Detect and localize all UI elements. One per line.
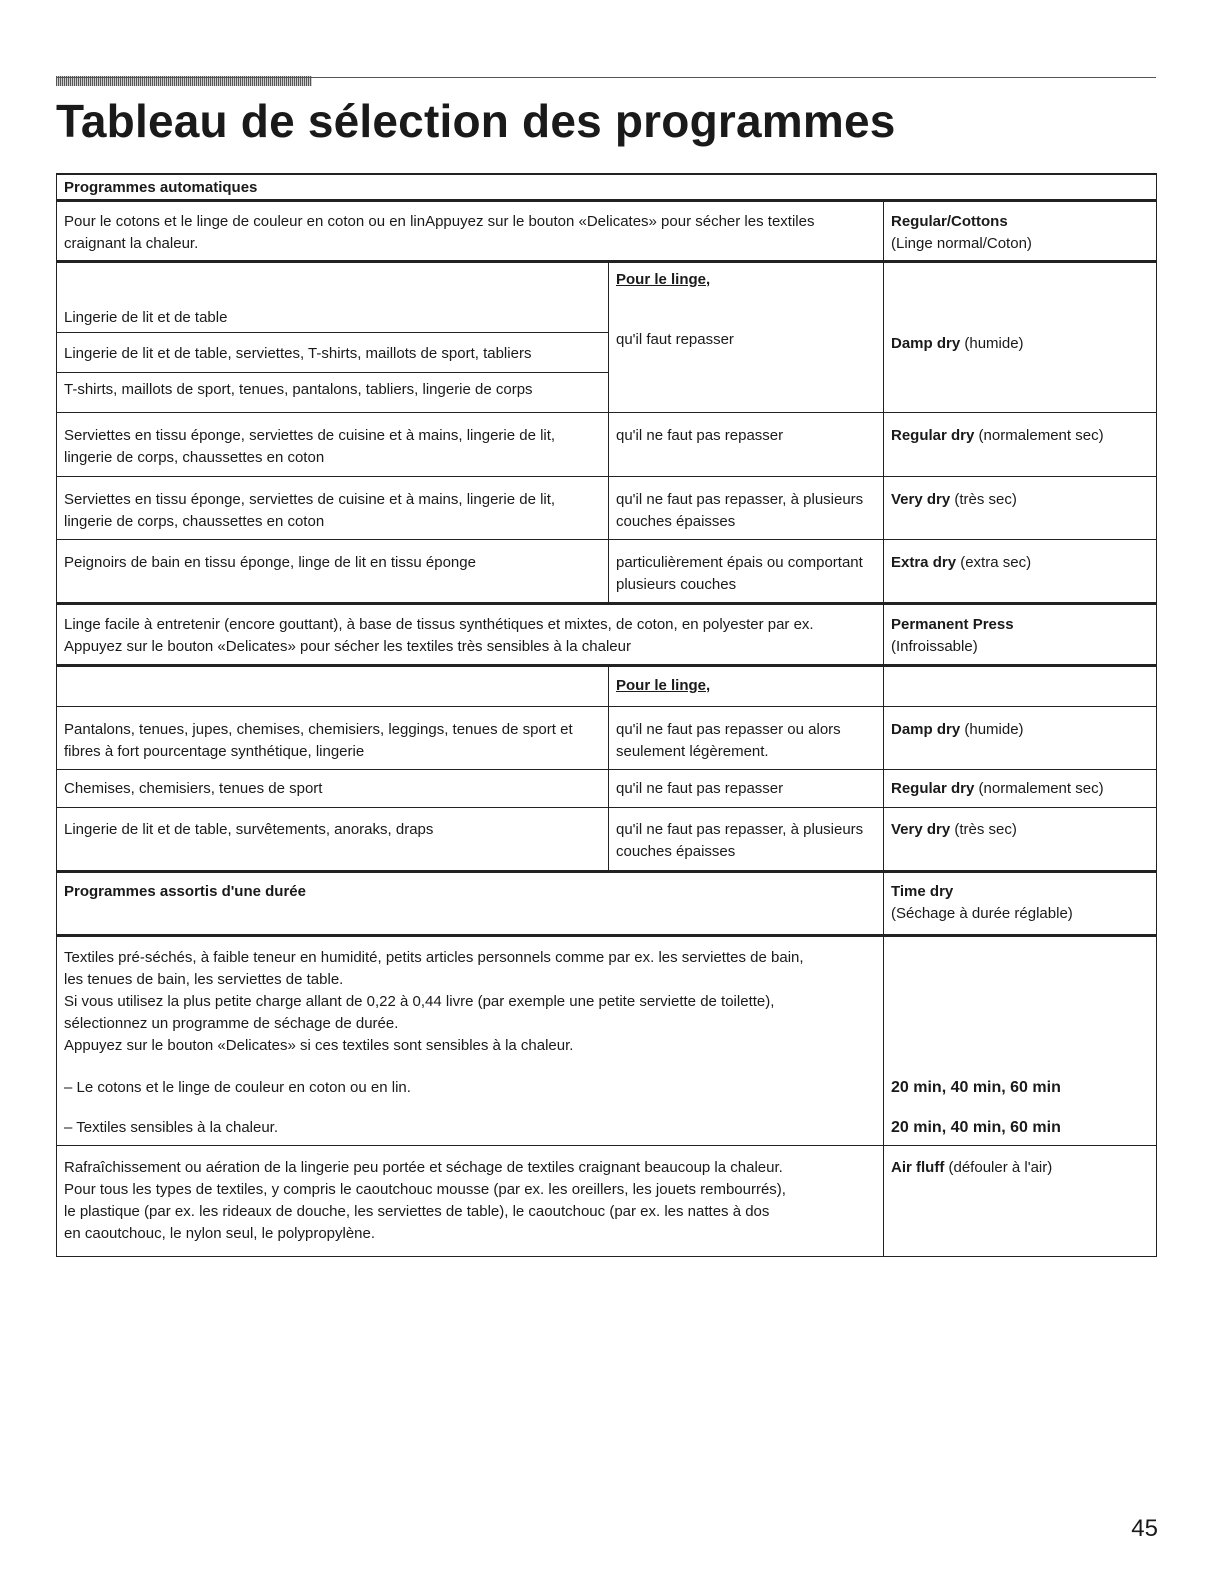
program-label: Regular dry bbox=[891, 427, 975, 444]
timed-title: Time dry bbox=[891, 883, 954, 900]
perm-desc-line: Linge facile à entretenir (encore gouttant), à base de tissus synthétiques et mixtes, de coton, en polyester par ex. bbox=[64, 616, 814, 633]
cotton-row bbox=[56, 202, 1157, 263]
timed-subtitle: (Séchage à durée réglable) bbox=[891, 905, 1073, 922]
paragraph-line: les tenues de bain, les serviettes de table. bbox=[64, 971, 344, 988]
program-note: (défouler à l'air) bbox=[948, 1159, 1053, 1176]
program-label: Air fluff bbox=[891, 1159, 945, 1176]
page-title: Tableau de sélection des programmes bbox=[56, 95, 896, 147]
auto-header bbox=[57, 175, 1156, 199]
timed-detail bbox=[57, 937, 883, 1145]
program-label: Very dry bbox=[891, 491, 951, 508]
paragraph-line: le plastique (par ex. les rideaux de douche, les serviettes de table), le caoutchouc (par ex. les nattes à dos bbox=[64, 1203, 770, 1220]
row-condition: qu'il ne faut pas repasser ou alors seulement légèrement. bbox=[608, 707, 883, 769]
auto-header-text: Programmes automatiques bbox=[64, 179, 258, 196]
timed-option-time: 20 min, 40 min, 60 min bbox=[891, 1119, 1061, 1136]
timed-option-time: 20 min, 40 min, 60 min bbox=[891, 1079, 1061, 1096]
air-program bbox=[883, 1146, 1158, 1256]
perm-damp-row bbox=[56, 707, 1157, 770]
program-note: (normalement sec) bbox=[978, 780, 1104, 797]
timed-header bbox=[57, 873, 883, 934]
row-program bbox=[883, 707, 1158, 769]
row-items: Peignoirs de bain en tissu éponge, linge de lit en tissu éponge bbox=[64, 554, 476, 571]
timed-header-text: Programmes assortis d'une durée bbox=[64, 883, 306, 900]
list-item: Lingerie de lit et de table, serviettes, T-shirts, maillots de sport, tabliers bbox=[57, 339, 608, 373]
list-item: Lingerie de lit et de table bbox=[57, 303, 608, 333]
row-program bbox=[883, 808, 1158, 870]
perm-pour-row bbox=[56, 667, 1157, 707]
list-item: T-shirts, maillots de sport, tenues, pantalons, tabliers, lingerie de corps bbox=[64, 381, 533, 398]
perm-very-row bbox=[56, 808, 1157, 873]
timed-paragraph bbox=[57, 943, 883, 1061]
header-rule bbox=[56, 77, 1156, 78]
program-note: (très sec) bbox=[954, 821, 1017, 838]
pour-le-linge-heading: Pour le linge, bbox=[616, 677, 711, 694]
empty-cell bbox=[57, 667, 608, 706]
row-condition: qu'il ne faut pas repasser bbox=[608, 413, 883, 476]
row-condition: qu'il ne faut pas repasser bbox=[608, 770, 883, 807]
perm-desc-line: Appuyez sur le bouton «Delicates» pour sécher les textiles très sensibles à la chaleur bbox=[64, 638, 631, 655]
timed-times bbox=[883, 937, 1158, 1145]
cotton-title: Regular/Cottons bbox=[891, 213, 1008, 230]
auto-damp-condition bbox=[608, 263, 883, 412]
row-items: Serviettes en tissu éponge, serviettes de cuisine et à mains, lingerie de lit, lingerie de corps, chaussettes en coton bbox=[64, 427, 556, 466]
condition-text: qu'il faut repasser bbox=[616, 331, 734, 348]
auto-damp-program bbox=[883, 263, 1158, 412]
timed-header-row bbox=[56, 873, 1157, 937]
perm-regular-row bbox=[56, 770, 1157, 808]
paragraph-line: Si vous utilisez la plus petite charge allant de 0,22 à 0,44 livre (par exemple une petite serviette de toilette), bbox=[64, 993, 775, 1010]
row-items: Lingerie de lit et de table, survêtements, anoraks, draps bbox=[64, 821, 434, 838]
cotton-subtitle: (Linge normal/Coton) bbox=[891, 235, 1032, 252]
air-description bbox=[57, 1146, 883, 1256]
program-note: (normalement sec) bbox=[978, 427, 1104, 444]
timed-option: – Le cotons et le linge de couleur en coton ou en lin. bbox=[64, 1079, 411, 1096]
program-note: (humide) bbox=[964, 335, 1024, 352]
auto-very-row bbox=[56, 477, 1157, 540]
program-label: Extra dry bbox=[891, 554, 957, 571]
paragraph-line: en caoutchouc, le nylon seul, le polypropylène. bbox=[64, 1225, 376, 1242]
timed-program bbox=[883, 873, 1158, 934]
timed-detail-row bbox=[56, 937, 1157, 1146]
program-note: (extra sec) bbox=[960, 554, 1032, 571]
timed-option: – Textiles sensibles à la chaleur. bbox=[64, 1119, 279, 1136]
row-program bbox=[883, 413, 1158, 476]
auto-header-row bbox=[56, 173, 1157, 202]
page-number: 45 bbox=[1131, 1515, 1158, 1542]
perm-subtitle: (Infroissable) bbox=[891, 638, 978, 655]
perm-row bbox=[56, 605, 1157, 667]
program-note: (humide) bbox=[964, 721, 1024, 738]
program-note: (très sec) bbox=[954, 491, 1017, 508]
perm-pour-cell bbox=[608, 667, 883, 706]
paragraph-line: Textiles pré-séchés, à faible teneur en humidité, petits articles personnels comme par ex. les serviettes de bain, bbox=[64, 949, 804, 966]
row-program bbox=[883, 770, 1158, 807]
air-row bbox=[56, 1146, 1157, 1257]
row-items: Chemises, chemisiers, tenues de sport bbox=[64, 780, 323, 797]
auto-extra-row bbox=[56, 540, 1157, 605]
perm-title: Permanent Press bbox=[891, 616, 1014, 633]
pour-le-linge-heading: Pour le linge, bbox=[616, 271, 711, 288]
row-items: Serviettes en tissu éponge, serviettes de cuisine et à mains, lingerie de lit, lingerie de corps, chaussettes en coton bbox=[64, 491, 556, 530]
row-program bbox=[883, 477, 1158, 539]
auto-regular-row bbox=[56, 413, 1157, 477]
paragraph-line: Pour tous les types de textiles, y compris le caoutchouc mousse (par ex. les oreillers, les jouets rembourrés), bbox=[64, 1181, 786, 1198]
row-condition: qu'il ne faut pas repasser, à plusieurs couches épaisses bbox=[608, 477, 883, 539]
paragraph-line: Appuyez sur le bouton «Delicates» si ces textiles sont sensibles à la chaleur. bbox=[64, 1037, 574, 1054]
row-condition: particulièrement épais ou comportant plusieurs couches bbox=[608, 540, 883, 602]
paragraph-line: sélectionnez un programme de séchage de durée. bbox=[64, 1015, 399, 1032]
program-label: Very dry bbox=[891, 821, 951, 838]
program-label: Damp dry bbox=[891, 335, 961, 352]
auto-damp-row bbox=[56, 263, 1157, 413]
row-condition: qu'il ne faut pas repasser, à plusieurs couches épaisses bbox=[608, 808, 883, 870]
program-table bbox=[56, 173, 1157, 1257]
paragraph-line: Rafraîchissement ou aération de la lingerie peu portée et séchage de textiles craignant beaucoup la chaleur. bbox=[64, 1159, 783, 1176]
row-program bbox=[883, 540, 1158, 602]
perm-description bbox=[57, 605, 883, 664]
program-label: Regular dry bbox=[891, 780, 975, 797]
cotton-program bbox=[883, 202, 1158, 260]
perm-program bbox=[883, 605, 1158, 664]
auto-damp-items bbox=[57, 263, 608, 412]
row-items: Pantalons, tenues, jupes, chemises, chemisiers, leggings, tenues de sport et fibres à fort pourcentage synthétique, lingerie bbox=[64, 721, 573, 760]
program-label: Damp dry bbox=[891, 721, 961, 738]
cotton-description: Pour le cotons et le linge de couleur en coton ou en linAppuyez sur le bouton «Delicates» pour sécher les textiles craignant la chaleur. bbox=[64, 213, 815, 252]
empty-cell bbox=[883, 667, 1158, 706]
